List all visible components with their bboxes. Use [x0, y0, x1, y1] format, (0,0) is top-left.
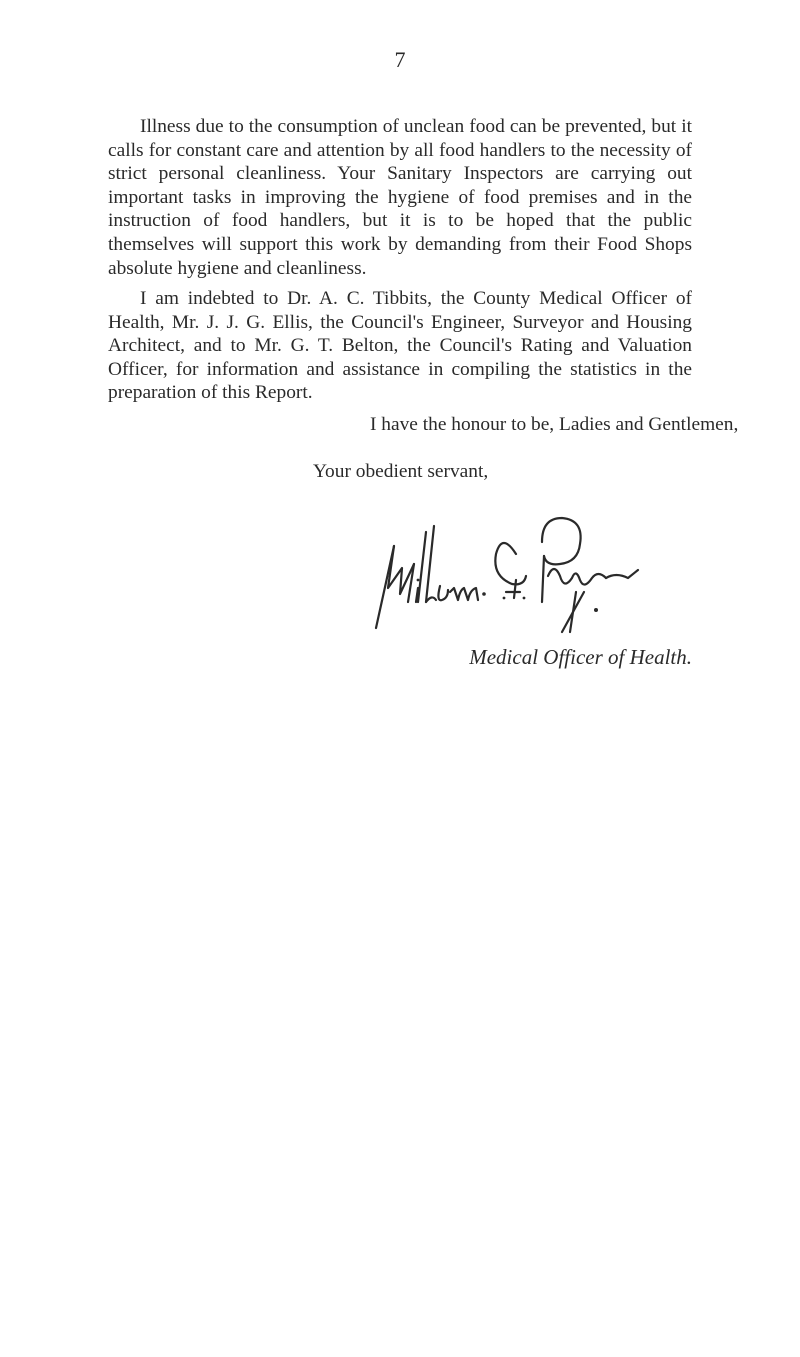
handwritten-signature: [366, 506, 716, 646]
paragraph-text: Illness due to the consumption of unclean food can be prevented, but it calls for constant care and attention by all food handlers to the necessity of strict personal cleanliness. Your Sanitary Inspectors are carrying out important tasks in improving the hygiene of food premises and in the instruction of food handlers, but it is to be hoped that the public themselves will support this work by demanding from their Food Shops absolute hygiene and cleanliness.: [108, 116, 692, 279]
closing-valediction: Your obedient servant,: [313, 461, 489, 482]
page-number: 7: [394, 47, 406, 72]
signatory-title: Medical Officer of Health.: [469, 645, 692, 669]
paragraph-food-hygiene: [108, 115, 692, 280]
closing-salutation: I have the honour to be, Ladies and Gentlemen,: [370, 414, 739, 435]
paragraph-acknowledgements: [108, 287, 692, 405]
paragraph-text: I am indebted to Dr. A. C. Tibbits, the County Medical Officer of Health, Mr. J. J. G. Ellis, the Council's Engineer, Surveyor and Housing Architect, and to Mr. G. T. Belton, the Council's Rating and Valuation Officer, for information and assistance in compiling the statistics in the preparation of this Report.: [108, 288, 692, 404]
